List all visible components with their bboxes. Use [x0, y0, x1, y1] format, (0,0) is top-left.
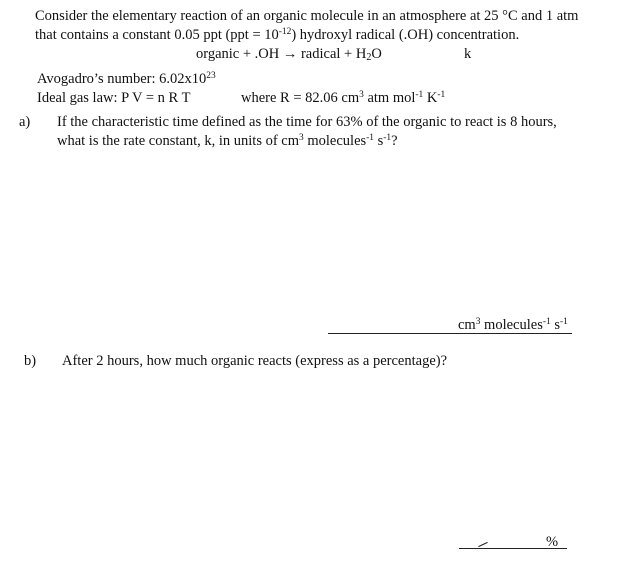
- intro-line-1: Consider the elementary reaction of an organic molecule in an atmosphere at 25 °C and 1 atm: [35, 8, 579, 24]
- answer-a-unit: $cm^3$ molecules$^{-1}$ $s^{-1}$: [458, 316, 568, 333]
- gas-constant: where R = 82.06 $cm^3$ atm mol$^{-1}$ $K^{-1}$: [241, 89, 446, 106]
- ideal-gas-law: Ideal gas law: P V = n R T: [37, 90, 191, 106]
- question-b-marker: b): [24, 353, 37, 369]
- question-b-text: After 2 hours, how much organic reacts (express as a percentage)?: [62, 353, 448, 369]
- question-a-line-2: what is the rate constant, k, in units of $cm^3$ molecules$^{-1}$ $s^{-1}$?: [57, 132, 398, 149]
- rate-constant-label: k: [464, 46, 472, 62]
- question-a-line-1: If the characteristic time defined as the time for 63% of the organic to react is 8 hours,: [57, 114, 557, 130]
- answer-b-unit: %: [546, 534, 559, 550]
- stray-mark: [478, 542, 487, 547]
- reaction-arrow-icon: →: [282, 46, 298, 62]
- question-a-marker: a): [19, 114, 31, 130]
- intro-line-2: that contains a constant 0.05 ppt $(ppt = 10^{-12})$ hydroxyl radical (.OH) concentration.: [35, 26, 520, 43]
- avogadro-number: Avogadro’s number: $6.02x10^{23}$: [37, 70, 216, 87]
- reaction-equation: organic + .OH → radical + $H_2O$: [196, 46, 382, 64]
